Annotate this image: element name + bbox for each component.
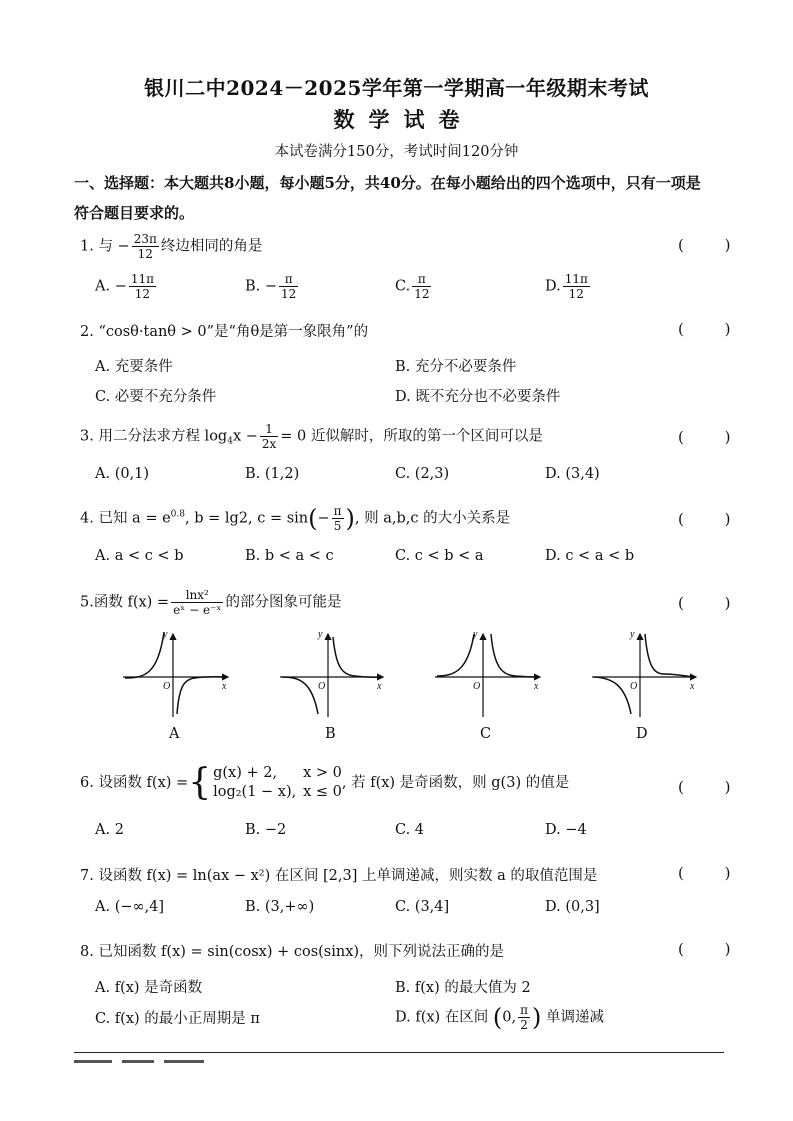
paren-right: ) xyxy=(345,504,355,533)
case-row xyxy=(213,764,342,783)
graph-label-b: B xyxy=(325,726,336,742)
question-number: 1. xyxy=(80,238,94,255)
fraction xyxy=(518,1003,530,1032)
curve-left xyxy=(594,677,631,714)
section-heading-line2: 符合题目要求的。 xyxy=(74,204,195,222)
question-number: 2. xyxy=(80,324,94,340)
option-b[interactable] xyxy=(245,272,300,301)
exam-subtitle: 数学试卷 xyxy=(333,107,474,132)
origin-label: O xyxy=(630,681,638,692)
axis-label-y: y xyxy=(473,629,478,640)
curve-left xyxy=(282,677,318,714)
case-row xyxy=(213,783,342,802)
answer-bracket: ( ) xyxy=(678,864,749,882)
axis-label-x: x xyxy=(377,681,382,692)
question-2 xyxy=(80,320,368,341)
option-b[interactable]: B. (3,+∞) xyxy=(245,899,315,915)
question-text: 已知 a = e xyxy=(98,510,171,527)
option-label: A. − xyxy=(95,278,127,295)
option-d[interactable]: D. (0,3] xyxy=(545,899,600,915)
option-a[interactable] xyxy=(95,272,158,301)
question-number: 4. xyxy=(80,510,94,527)
question-7 xyxy=(80,864,597,885)
curve-right xyxy=(645,634,693,677)
option-d[interactable]: D. −4 xyxy=(545,822,587,838)
paren-left: ( xyxy=(308,504,318,533)
question-text: 与 − xyxy=(98,238,130,255)
option-c[interactable] xyxy=(395,272,433,301)
axis-label-x: x xyxy=(534,681,539,692)
case-expr: g(x) + 2, xyxy=(213,765,278,781)
curve-right xyxy=(177,677,225,714)
question-5 xyxy=(80,588,341,617)
option-b[interactable]: B. b < a < c xyxy=(245,548,334,564)
question-number: 8. xyxy=(80,944,94,960)
graph-label-c: C xyxy=(480,726,492,742)
question-text: 设函数 f(x) = ln(ax − x²) 在区间 [2,3] 上单调递减，则实数 a 的取值范围是 xyxy=(98,868,598,884)
option-d[interactable]: D. f(x) 在区间 (0, $\frac{\pi}{2}$ ) 单调递减 xyxy=(395,1003,604,1032)
axis-label-y: y xyxy=(630,629,635,640)
question-text: 终边相同的角是 xyxy=(160,238,263,255)
numerator: π xyxy=(412,272,431,287)
answer-bracket: ( ) xyxy=(678,320,749,338)
question-number: 7. xyxy=(80,868,94,884)
exam-info: 本试卷满分150分，考试时间120分钟 xyxy=(274,144,519,160)
graph-b[interactable] xyxy=(280,634,383,717)
option-d[interactable]: D. (3,4) xyxy=(545,466,600,482)
origin-label: O xyxy=(318,681,326,692)
fraction xyxy=(171,588,223,617)
fraction xyxy=(260,422,278,451)
axis-label-x: x xyxy=(690,681,695,692)
denominator: 12 xyxy=(414,287,430,301)
fraction xyxy=(132,232,159,261)
denominator: 12 xyxy=(568,287,584,301)
answer-bracket: ( ) xyxy=(678,428,749,446)
question-text: 已知函数 f(x) = sin(cosx) + cos(sinx)，则下列说法正确的是 xyxy=(98,944,505,960)
fraction xyxy=(332,504,344,533)
case-cond: x ≤ 0 xyxy=(303,784,342,800)
exam-title: 银川二中2024－2025学年第一学期高一年级期末考试 xyxy=(144,76,649,100)
answer-bracket: ( ) xyxy=(678,510,749,528)
curve-left xyxy=(125,632,164,678)
option-d[interactable] xyxy=(545,272,592,301)
graph-label-a: A xyxy=(169,726,180,742)
question-number: 3. xyxy=(80,428,94,445)
brace: { xyxy=(188,762,212,803)
question-number: 5. xyxy=(80,594,94,611)
numerator: π xyxy=(520,1003,529,1017)
option-c[interactable]: C. c < b < a xyxy=(395,548,484,564)
question-text: , b = lg2, c = sin xyxy=(184,510,309,527)
curve-right xyxy=(491,634,537,677)
graph-label-d: D xyxy=(636,726,648,742)
numerator: 1 xyxy=(260,422,278,437)
option-a[interactable]: A. (−∞,4] xyxy=(95,899,165,915)
axis-label-y: y xyxy=(163,629,168,640)
option-b[interactable]: B. (1,2) xyxy=(245,466,300,482)
answer-bracket: ( ) xyxy=(678,236,749,254)
numerator: 11π xyxy=(564,272,588,286)
question-text: , 则 a,b,c 的大小关系是 xyxy=(354,510,511,527)
answer-bracket: ( ) xyxy=(678,778,749,796)
axis-label-y: y xyxy=(318,629,323,640)
question-text: 设函数 f(x) = xyxy=(98,775,189,791)
exponent: 0.8 xyxy=(170,509,185,520)
fraction xyxy=(412,272,431,301)
option-text: D. f(x) 在区间 xyxy=(395,1009,489,1026)
option-a[interactable]: A. f(x) 是奇函数 xyxy=(95,980,203,996)
option-d[interactable]: D. c < a < b xyxy=(545,548,635,564)
fraction xyxy=(279,272,298,301)
question-text: 的部分图象可能是 xyxy=(225,594,342,611)
denominator: 2 xyxy=(520,1018,528,1032)
option-b[interactable]: B. f(x) 的最大值为 2 xyxy=(395,980,531,996)
question-text: , 若 f(x) 是奇函数，则 g(3) 的值是 xyxy=(341,775,570,791)
answer-bracket: ( ) xyxy=(678,940,749,958)
option-a[interactable]: A. a < c < b xyxy=(95,548,184,564)
footer-cutoff-text xyxy=(74,1060,724,1068)
option-a[interactable]: A. 2 xyxy=(95,822,124,838)
question-text: “cosθ·tanθ > 0”是“角θ是第一象限角”的 xyxy=(98,324,369,340)
case-cond: x > 0 xyxy=(303,765,342,781)
denominator: 5 xyxy=(333,519,342,533)
curve-right xyxy=(333,637,381,677)
denominator: 12 xyxy=(134,287,151,301)
denominator: eˣ − e⁻ˣ xyxy=(173,603,222,617)
curve-left xyxy=(437,634,474,676)
option-c[interactable]: C. f(x) 的最小正周期是 π xyxy=(95,1011,260,1027)
question-6 xyxy=(80,764,569,802)
option-a[interactable]: A. (0,1) xyxy=(95,466,150,482)
option-a[interactable]: A. 充要条件 xyxy=(95,359,173,375)
question-8 xyxy=(80,940,504,961)
option-label: D. xyxy=(545,278,561,295)
footer-rule xyxy=(74,1052,724,1053)
question-number: 6. xyxy=(80,775,94,791)
graph-a[interactable] xyxy=(123,632,228,717)
numerator: π xyxy=(279,272,298,287)
question-text: = 0 近似解时，所取的第一个区间可以是 xyxy=(280,428,543,445)
fraction xyxy=(129,272,156,301)
question-text: x − xyxy=(232,428,258,445)
option-c[interactable]: C. 必要不充分条件 xyxy=(95,389,217,405)
log-base: 4 xyxy=(227,436,233,447)
case-expr: log₂(1 − x), xyxy=(213,784,297,800)
option-text: 单调递减 xyxy=(546,1009,604,1026)
fraction xyxy=(563,272,590,301)
question-text: 用二分法求方程 log xyxy=(98,428,228,445)
answer-bracket: ( ) xyxy=(678,594,749,612)
question-1 xyxy=(80,232,262,261)
denominator: 2x xyxy=(261,437,277,451)
question-4: 4. 已知 $a = e^{0.8}$, b = lg2, c = sin(− $\frac{\pi}{5}$ ), 则 a,b,c 的大小关系是 xyxy=(80,504,511,533)
graph-d[interactable] xyxy=(592,634,696,717)
paren-left: ( xyxy=(492,1003,503,1032)
graph-c[interactable] xyxy=(435,634,540,717)
origin-label: O xyxy=(473,681,481,692)
option-b[interactable]: B. −2 xyxy=(245,822,287,838)
option-b[interactable]: B. 充分不必要条件 xyxy=(395,359,517,375)
graph-options xyxy=(0,622,793,722)
origin-label: O xyxy=(163,681,171,692)
piecewise-cases xyxy=(213,764,342,802)
numerator: 11π xyxy=(130,272,154,286)
axis-label-x: x xyxy=(222,681,227,692)
paren-right: ) xyxy=(532,1003,542,1032)
numerator: π xyxy=(333,504,342,518)
section-heading-line1: 一、选择题：本大题共8小题，每小题5分，共40分。在每小题给出的四个选项中，只有一项是 xyxy=(74,174,701,192)
option-label: B. − xyxy=(245,278,278,295)
denominator: 12 xyxy=(281,287,297,301)
denominator: 12 xyxy=(137,247,153,261)
option-c[interactable]: C. 4 xyxy=(395,822,425,838)
option-c[interactable]: C. (2,3) xyxy=(395,466,450,482)
option-d[interactable]: D. 既不充分也不必要条件 xyxy=(395,389,561,405)
numerator: 23π xyxy=(133,232,157,246)
question-3 xyxy=(80,422,543,451)
numerator: lnx² xyxy=(171,588,223,603)
option-c[interactable]: C. (3,4] xyxy=(395,899,450,915)
question-text: 函数 f(x) = xyxy=(93,594,170,611)
option-label: C. xyxy=(395,278,411,295)
